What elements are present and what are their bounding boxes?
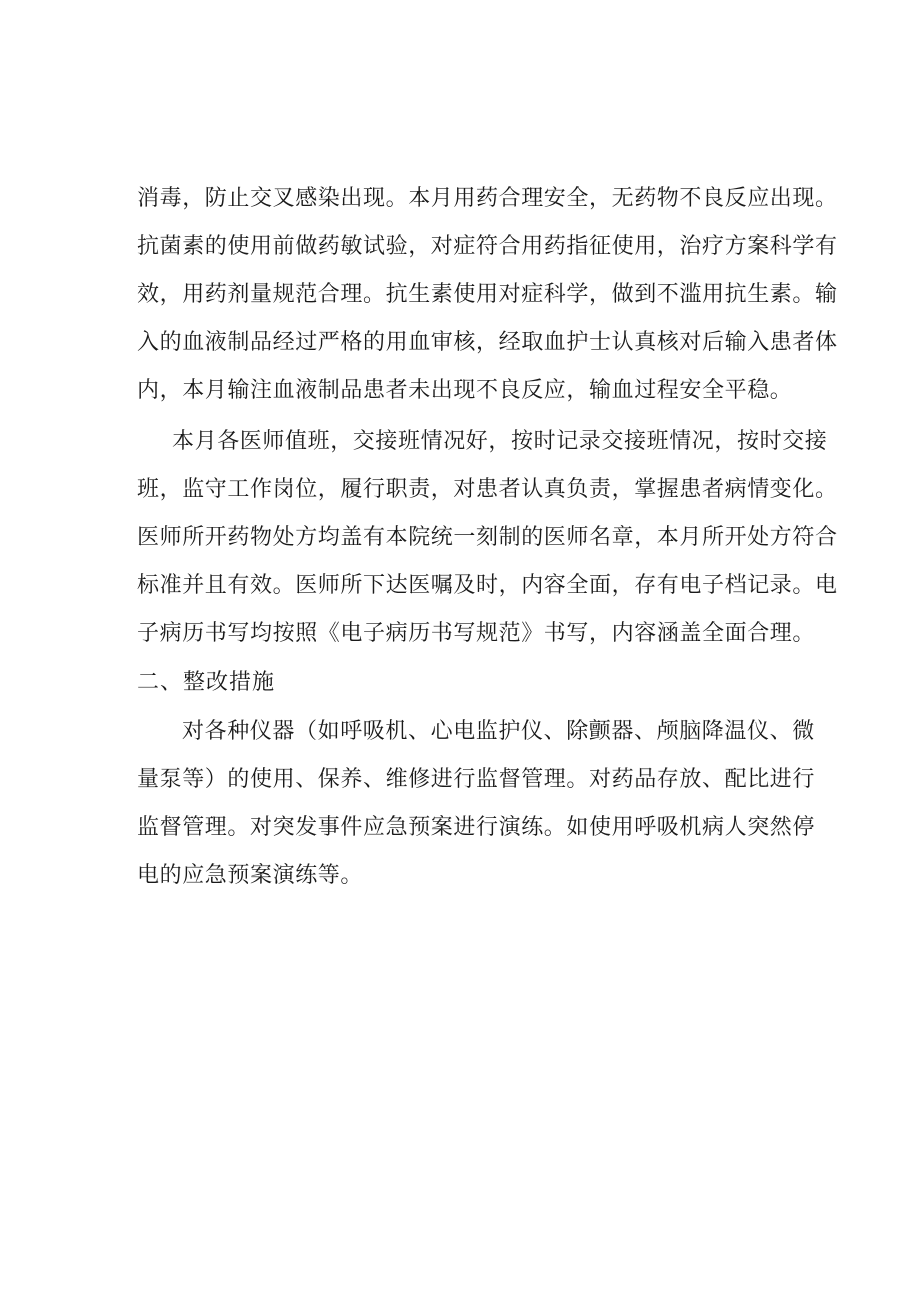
paragraph-3-line-2: 量泵等）的使用、保养、维修进行监督管理。对药品存放、配比进行 (137, 767, 816, 792)
paragraph-2-line-1: 本月各医师值班，交接班情况好，按时记录交接班情况，按时交接 (172, 429, 828, 454)
paragraph-3-line-1: 对各种仪器（如呼吸机、心电监护仪、除颤器、颅脑降温仪、微 (182, 719, 815, 744)
paragraph-3-line-4: 电的应急预案演练等。 (137, 863, 364, 888)
paragraph-1-line-5: 内，本月输注血液制品患者未出现不良反应，输血过程安全平稳。 (137, 378, 793, 403)
paragraph-1-line-3: 效，用药剂量规范合理。抗生素使用对症科学，做到不滥用抗生素。输 (137, 282, 838, 307)
paragraph-1-line-4: 入的血液制品经过严格的用血审核，经取血护士认真核对后输入患者体 (137, 330, 838, 355)
section-heading: 二、整改措施 (137, 670, 276, 695)
paragraph-3-line-3: 监督管理。对突发事件应急预案进行演练。如使用呼吸机病人突然停 (137, 815, 816, 840)
paragraph-2-line-5: 子病历书写均按照《电子病历书写规范》书写，内容涵盖全面合理。 (137, 621, 816, 646)
paragraph-2-line-3: 医师所开药物处方均盖有本院统一刻制的医师名章，本月所开处方符合 (137, 525, 838, 550)
paragraph-1-line-1: 消毒，防止交叉感染出现。本月用药合理安全，无药物不良反应出现。 (137, 186, 838, 211)
paragraph-2-line-2: 班，监守工作岗位，履行职责，对患者认真负责，掌握患者病情变化。 (137, 477, 838, 502)
paragraph-1-line-2: 抗菌素的使用前做药敏试验，对症符合用药指征使用，治疗方案科学有 (137, 234, 838, 259)
paragraph-2-line-4: 标准并且有效。医师所下达医嘱及时，内容全面，存有电子档记录。电 (137, 573, 838, 598)
